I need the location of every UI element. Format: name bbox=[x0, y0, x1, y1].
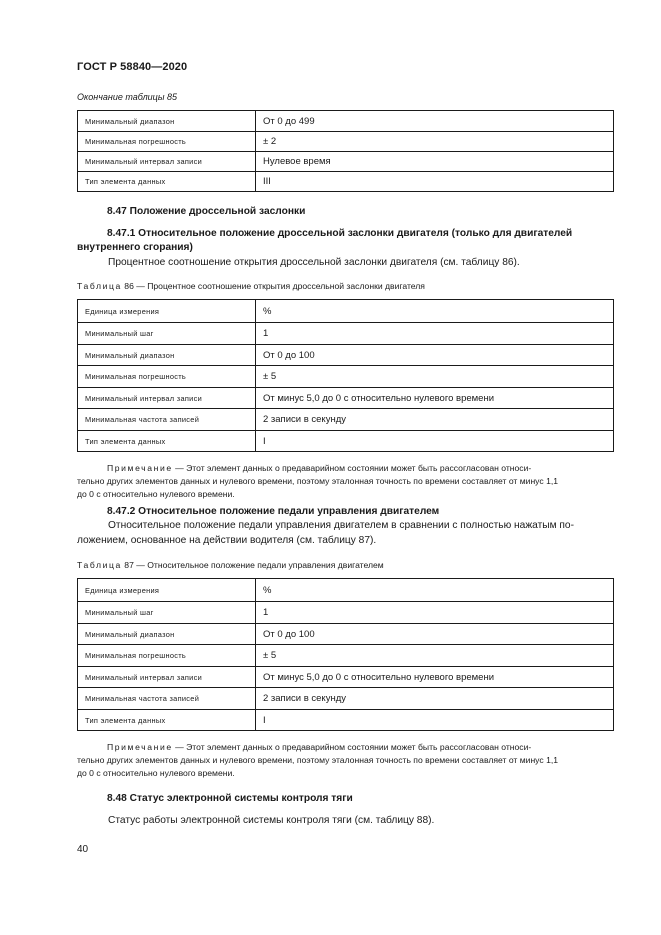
note-line: до 0 с относительно нулевого времени. bbox=[77, 767, 235, 778]
section-title-8-48: 8.48 Статус электронной системы контроля тяги bbox=[107, 793, 353, 804]
table-row bbox=[78, 409, 614, 431]
param-value: 2 записи в секунду bbox=[256, 688, 614, 710]
table-row bbox=[78, 323, 614, 345]
param-name: Минимальный интервал записи bbox=[78, 152, 256, 172]
note-line: тельно других элементов данных и нулевого времени, поэтому эталонная точность по времени составляет от минус 1,1 bbox=[77, 475, 559, 486]
param-name: Единица измерения bbox=[78, 300, 256, 323]
table-row bbox=[78, 345, 614, 366]
section-title-8-47-1-cont: внутреннего сгорания) bbox=[77, 242, 193, 253]
param-name: Минимальный интервал записи bbox=[78, 667, 256, 688]
param-name: Минимальный шаг bbox=[78, 602, 256, 624]
param-name: Минимальный диапазон bbox=[78, 345, 256, 366]
param-value: 1 bbox=[256, 602, 614, 624]
text-line: Относительное положение педали управления двигателем в сравнении с полностью нажатым по- bbox=[108, 520, 574, 531]
param-name: Минимальный шаг bbox=[78, 323, 256, 345]
param-value: I bbox=[256, 710, 614, 731]
note-line bbox=[77, 462, 614, 475]
param-name: Тип элемента данных bbox=[78, 710, 256, 731]
param-name: Минимальная погрешность bbox=[78, 132, 256, 152]
table-row bbox=[78, 366, 614, 388]
param-name: Единица измерения bbox=[78, 579, 256, 602]
table-caption-87 bbox=[77, 560, 384, 570]
table-caption-86 bbox=[77, 281, 425, 291]
param-value: От 0 до 100 bbox=[256, 345, 614, 366]
page-number: 40 bbox=[77, 844, 89, 855]
param-name: Тип элемента данных bbox=[78, 431, 256, 452]
table-row bbox=[78, 111, 614, 132]
document-header: ГОСТ Р 58840—2020 bbox=[77, 61, 188, 73]
param-value: 1 bbox=[256, 323, 614, 345]
param-value: От 0 до 100 bbox=[256, 624, 614, 645]
table-row bbox=[78, 602, 614, 624]
param-name: Минимальная частота записей bbox=[78, 688, 256, 710]
table-caption-word: Таблица bbox=[77, 560, 122, 570]
param-name: Минимальная погрешность bbox=[78, 366, 256, 388]
param-value: От минус 5,0 до 0 с относительно нулевого времени bbox=[256, 667, 614, 688]
param-name: Минимальная частота записей bbox=[78, 409, 256, 431]
section-title-8-47-1: 8.47.1 Относительное положение дроссельной заслонки двигателя (только для двигателей bbox=[107, 228, 573, 239]
table-85 bbox=[77, 110, 614, 192]
param-name: Тип элемента данных bbox=[78, 172, 256, 192]
table-row bbox=[78, 431, 614, 452]
note-line: до 0 с относительно нулевого времени. bbox=[77, 488, 235, 499]
param-value: % bbox=[256, 300, 614, 323]
note-text: — Этот элемент данных о предаварийном состоянии может быть рассогласован относи- bbox=[172, 463, 532, 473]
section-title-8-47: 8.47 Положение дроссельной заслонки bbox=[107, 206, 306, 217]
param-name: Минимальный диапазон bbox=[78, 624, 256, 645]
param-value: I bbox=[256, 431, 614, 452]
table-caption-text: 86 — Процентное соотношение открытия дроссельной заслонки двигателя bbox=[121, 281, 425, 291]
note-line: тельно других элементов данных и нулевого времени, поэтому эталонная точность по времени составляет от минус 1,1 bbox=[77, 754, 559, 765]
param-name: Минимальный диапазон bbox=[78, 111, 256, 132]
note-text: — Этот элемент данных о предаварийном состоянии может быть рассогласован относи- bbox=[172, 742, 532, 752]
param-value: III bbox=[256, 172, 614, 192]
table-row bbox=[78, 624, 614, 645]
table-continuation-label: Окончание таблицы 85 bbox=[77, 92, 177, 102]
table-row bbox=[78, 152, 614, 172]
param-name: Минимальная погрешность bbox=[78, 645, 256, 667]
param-value: % bbox=[256, 579, 614, 602]
note-87 bbox=[77, 741, 614, 779]
table-row bbox=[78, 710, 614, 731]
table-row bbox=[78, 388, 614, 409]
param-value: Нулевое время bbox=[256, 152, 614, 172]
param-value: ± 5 bbox=[256, 366, 614, 388]
table-row bbox=[78, 667, 614, 688]
param-value: От минус 5,0 до 0 с относительно нулевого времени bbox=[256, 388, 614, 409]
section-text-8-47-1: Процентное соотношение открытия дроссельной заслонки двигателя (см. таблицу 86). bbox=[108, 257, 520, 268]
table-86 bbox=[77, 299, 614, 452]
table-caption-text: 87 — Относительное положение педали управления двигателем bbox=[121, 560, 384, 570]
note-word: Примечание bbox=[107, 742, 173, 752]
table-caption-word: Таблица bbox=[77, 281, 122, 291]
param-value: ± 2 bbox=[256, 132, 614, 152]
section-title-8-47-2: 8.47.2 Относительное положение педали управления двигателем bbox=[107, 506, 440, 517]
table-row bbox=[78, 645, 614, 667]
param-value: ± 5 bbox=[256, 645, 614, 667]
text-line: ложением, основанное на действии водителя (см. таблицу 87). bbox=[77, 534, 377, 546]
note-line bbox=[77, 741, 614, 754]
param-value: 2 записи в секунду bbox=[256, 409, 614, 431]
param-name: Минимальный интервал записи bbox=[78, 388, 256, 409]
section-text-8-48: Статус работы электронной системы контроля тяги (см. таблицу 88). bbox=[108, 815, 435, 826]
note-86 bbox=[77, 462, 614, 500]
table-87 bbox=[77, 578, 614, 731]
param-value: От 0 до 499 bbox=[256, 111, 614, 132]
table-row bbox=[78, 132, 614, 152]
table-row bbox=[78, 300, 614, 323]
table-row bbox=[78, 688, 614, 710]
note-word: Примечание bbox=[107, 463, 173, 473]
table-row bbox=[78, 579, 614, 602]
table-row bbox=[78, 172, 614, 192]
section-text-8-47-2 bbox=[77, 519, 614, 548]
